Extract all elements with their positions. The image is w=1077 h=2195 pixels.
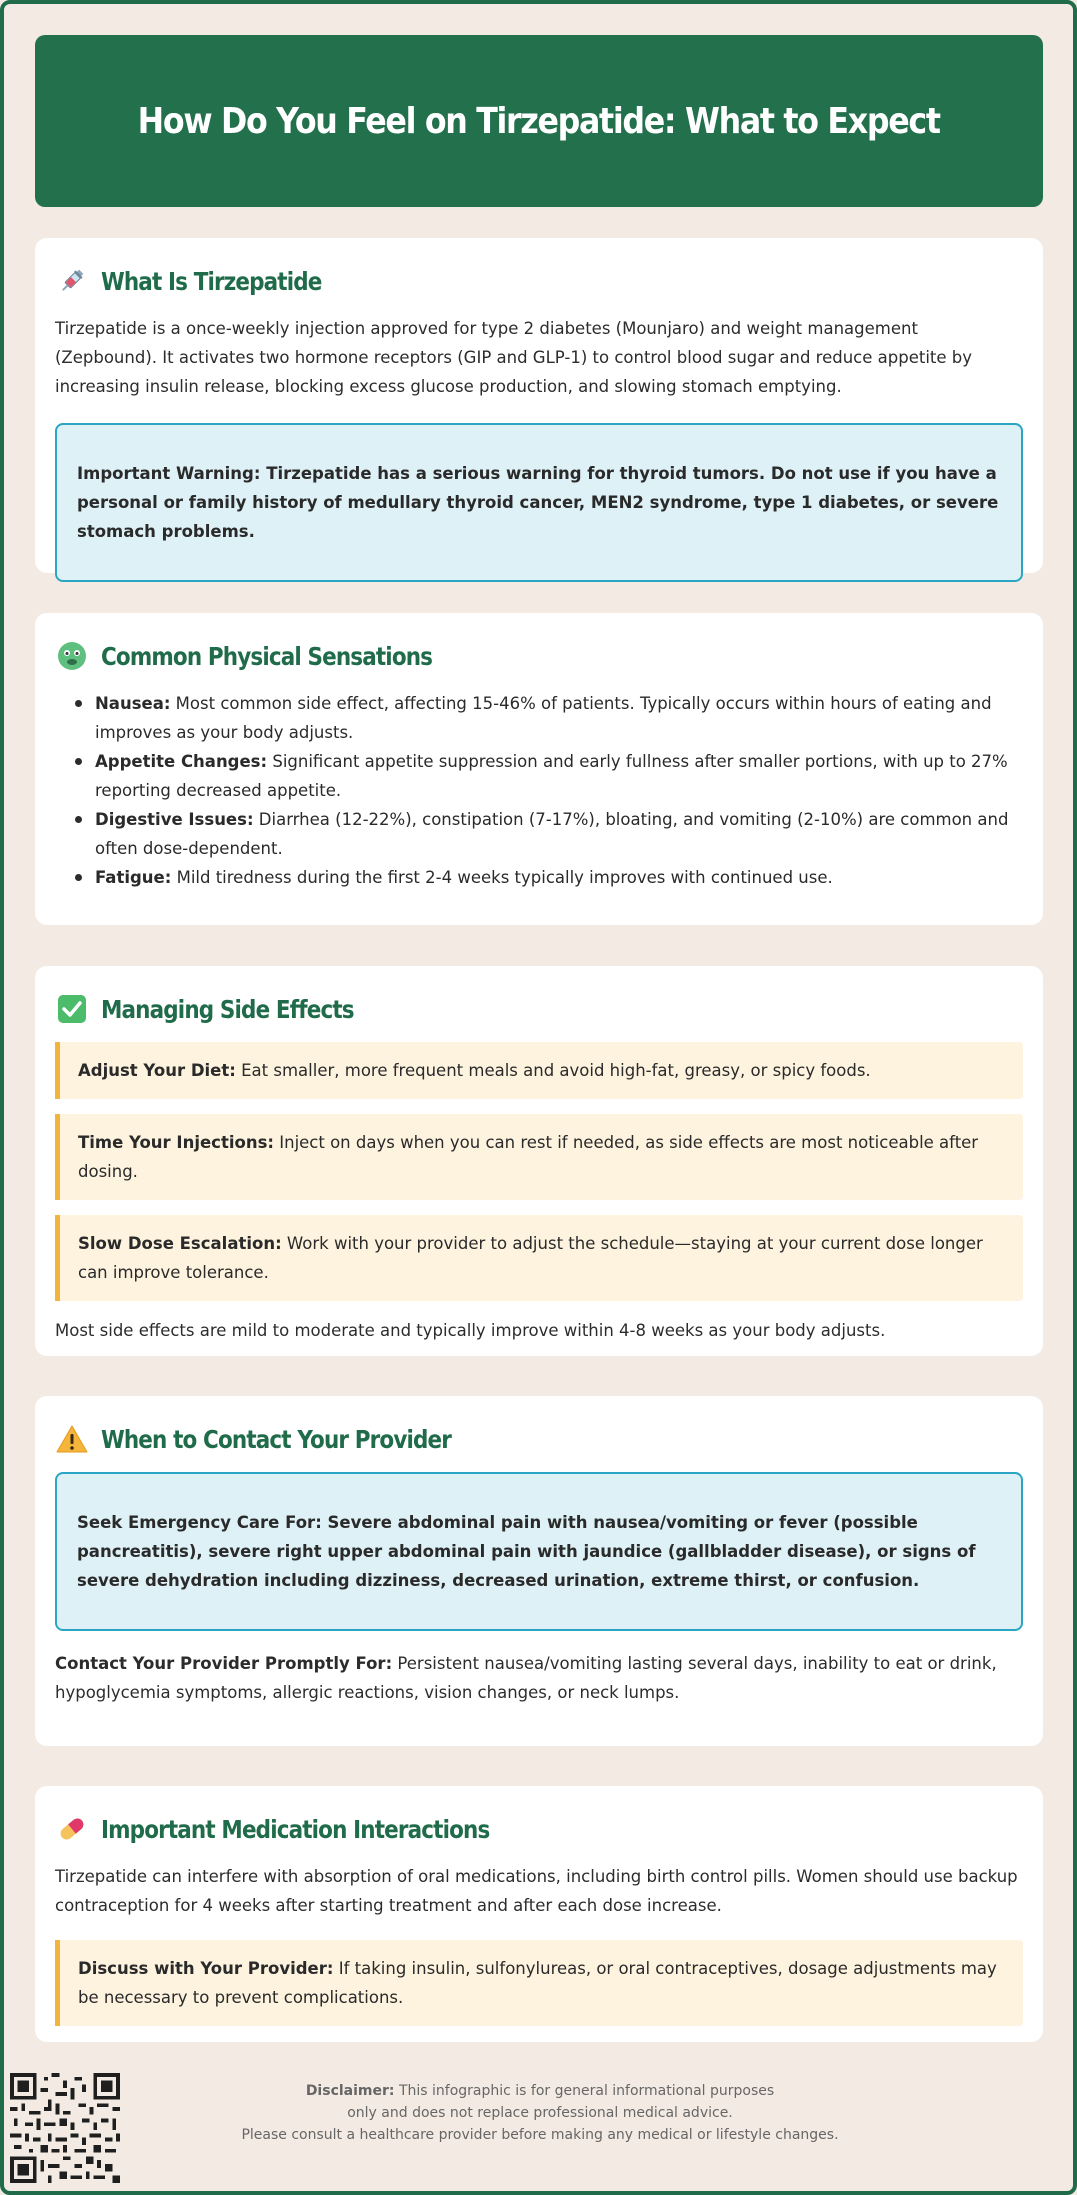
what-is-heading xyxy=(55,260,1023,302)
contact-card xyxy=(35,1396,1043,1746)
thyroid-warning-box: Important Warning: Tirzepatide has a serious warning for thyroid tumors. Do not use if you have a personal or family history of medullary thyroid cancer, MEN2 syndrome, type 1 diabetes, or severe stomach problems. xyxy=(55,423,1023,582)
managing-card xyxy=(35,966,1043,1356)
contact-prompt: Contact Your Provider Promptly For: Persistent nausea/vomiting lasting several days, inability to eat or drink, hypoglycemia symptoms, allergic reactions, vision changes, or neck lumps. xyxy=(55,1654,997,1702)
tip-adjust-diet: Adjust Your Diet: Eat smaller, more frequent meals and avoid high-fat, greasy, or spicy foods. xyxy=(55,1042,1023,1099)
page-header xyxy=(35,35,1043,207)
emergency-care-box: Seek Emergency Care For: Severe abdominal pain with nausea/vomiting or fever (possible pancreatitis), severe right upper abdominal pain with jaundice (gallbladder disease), or signs of severe dehydration including dizziness, decreased urination, extreme thirst, or confusion. xyxy=(55,1472,1023,1631)
interactions-heading xyxy=(55,1808,1023,1850)
qr-code-icon xyxy=(10,2073,120,2183)
tip-discuss-provider: Discuss with Your Provider: If taking insulin, sulfonylureas, or oral contraceptives, dosage adjustments may be necessary to prevent complications. xyxy=(55,1940,1023,2026)
list-item: Nausea: Most common side effect, affecting 15-46% of patients. Typically occurs within hours of eating and improves as your body adjusts. xyxy=(75,689,1023,747)
interactions-body: Tirzepatide can interfere with absorption of oral medications, including birth control pills. Women should use backup contraception for 4 weeks after starting treatment and after each dose increase. xyxy=(55,1867,1018,1915)
tip-time-injections: Time Your Injections: Inject on days when you can rest if needed, as side effects are most noticeable after dosing. xyxy=(55,1114,1023,1200)
what-is-body: Tirzepatide is a once-weekly injection approved for type 2 diabetes (Mounjaro) and weight management (Zepbound). It activates two hormone receptors (GIP and GLP-1) to control blood sugar and reduce appetite by increasing insulin release, blocking excess glucose production, and slowing stomach emptying. xyxy=(55,319,973,396)
syringe-icon xyxy=(55,264,89,298)
sensations-card xyxy=(35,613,1043,925)
list-item: Digestive Issues: Diarrhea (12-22%), constipation (7-17%), bloating, and vomiting (2-10%) are common and often dose-dependent. xyxy=(75,805,1023,863)
sensations-title: Common Physical Sensations xyxy=(101,641,433,671)
managing-title: Managing Side Effects xyxy=(101,994,354,1024)
managing-heading xyxy=(55,988,1023,1030)
what-is-title: What Is Tirzepatide xyxy=(101,266,322,296)
managing-note: Most side effects are mild to moderate and typically improve within 4-8 weeks as your body adjusts. xyxy=(55,1321,886,1340)
list-item: Fatigue: Mild tiredness during the first 2-4 weeks typically improves with continued use. xyxy=(75,863,1023,892)
check-mark-icon xyxy=(55,992,89,1026)
sensations-heading xyxy=(55,635,1023,677)
tip-slow-escalation: Slow Dose Escalation: Work with your provider to adjust the schedule—staying at your current dose longer can improve tolerance. xyxy=(55,1215,1023,1301)
warning-icon xyxy=(55,1422,89,1456)
interactions-card xyxy=(35,1786,1043,2042)
disclaimer-line: Please consult a healthcare provider before making any medical or lifestyle changes. xyxy=(241,2127,839,2143)
nauseated-face-icon xyxy=(55,639,89,673)
disclaimer: Disclaimer: This infographic is for general informational purposes only and does not replace professional medical advice. Please consult a healthcare provider before making any medical or lifestyle changes. xyxy=(200,2080,880,2146)
contact-title: When to Contact Your Provider xyxy=(101,1424,451,1454)
disclaimer-label: Disclaimer: xyxy=(305,2083,395,2099)
contact-heading xyxy=(55,1418,1023,1460)
disclaimer-line: only and does not replace professional medical advice. xyxy=(347,2105,733,2121)
what-is-card xyxy=(35,238,1043,573)
page-title: How Do You Feel on Tirzepatide: What to Expect xyxy=(138,100,940,142)
sensations-list xyxy=(55,689,1023,892)
pill-icon xyxy=(55,1812,89,1846)
list-item: Appetite Changes: Significant appetite suppression and early fullness after smaller portions, with up to 27% reporting decreased appetite. xyxy=(75,747,1023,805)
interactions-title: Important Medication Interactions xyxy=(101,1814,490,1844)
